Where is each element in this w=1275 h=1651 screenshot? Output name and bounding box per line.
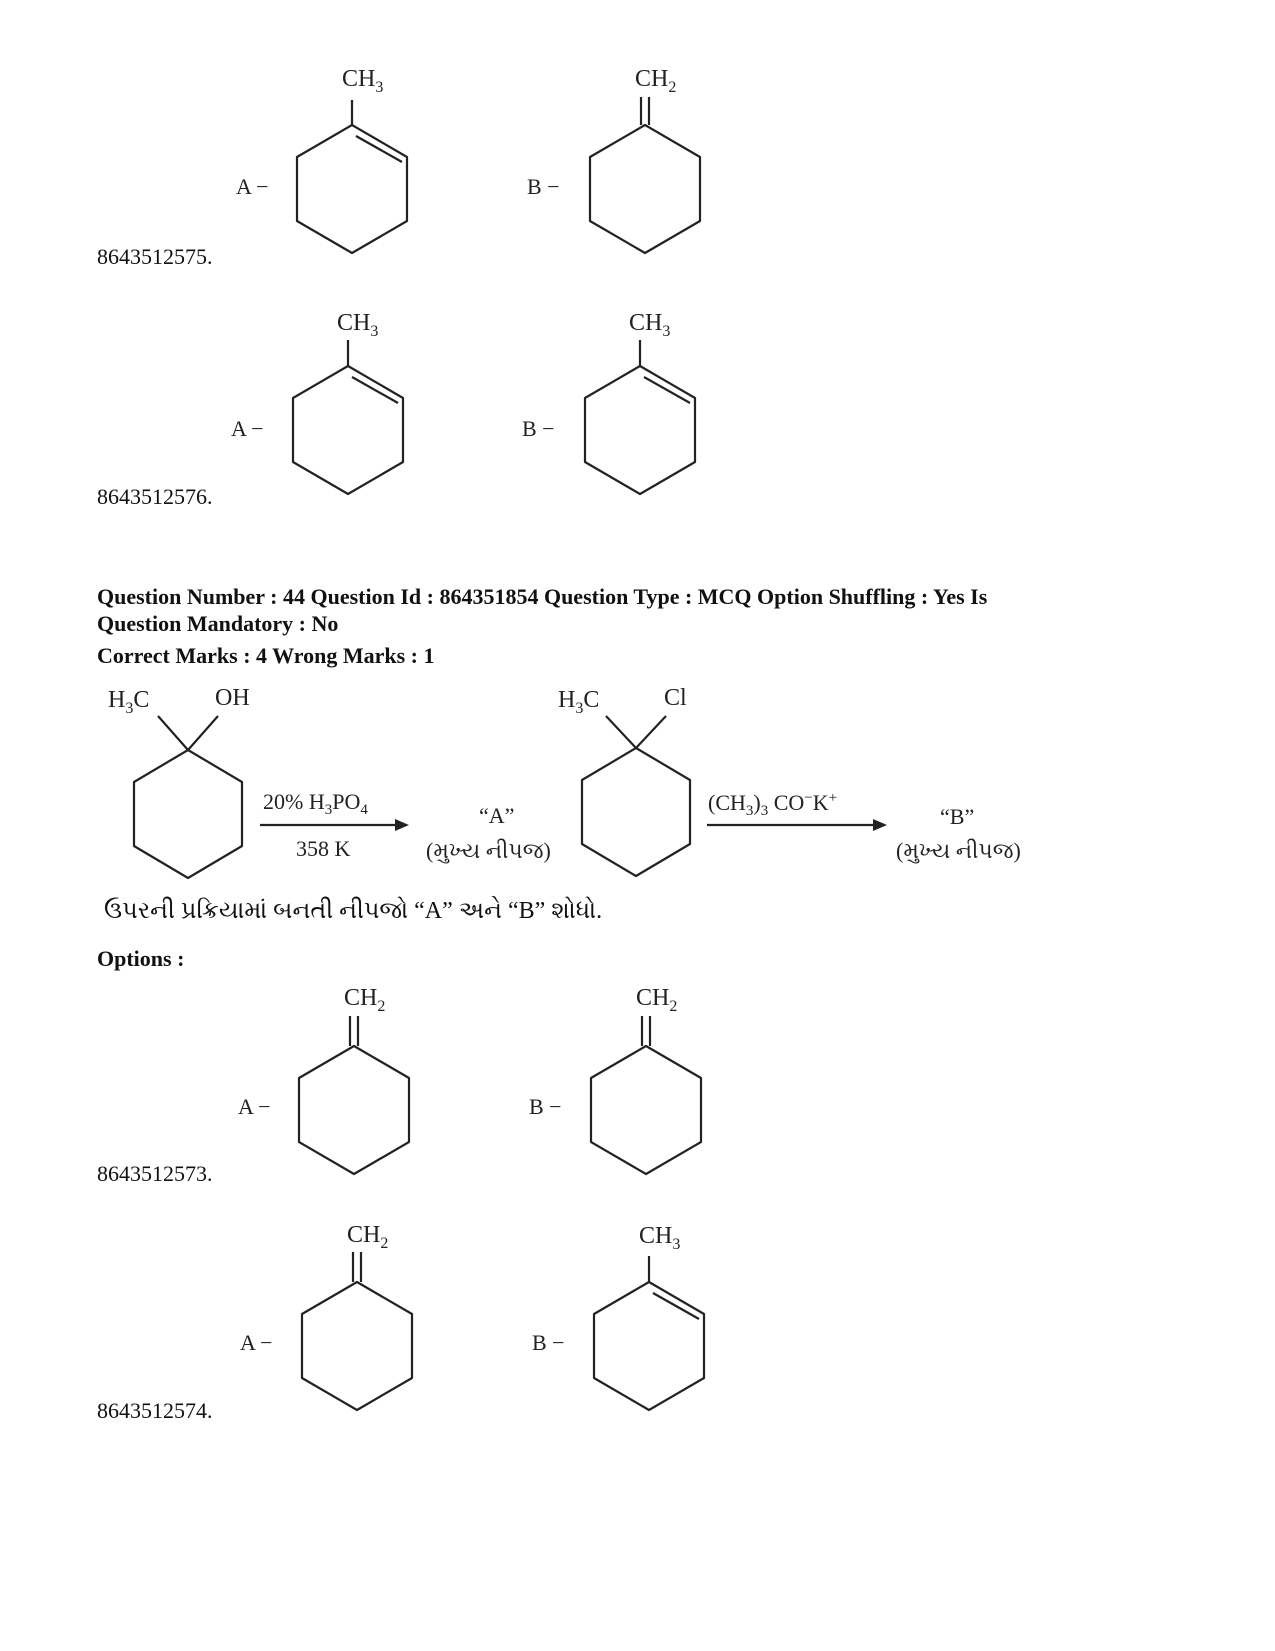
product-a-note: (મુખ્ય નીપજ) — [426, 838, 551, 863]
question-meta-line1: Question Number : 44 Question Id : 864351854 Question Type : MCQ Option Shuffling : Yes Is — [97, 584, 988, 609]
hydroxyl-label: OH — [215, 685, 250, 711]
option-id: 8643512576. — [97, 484, 213, 509]
methyl-label: $H_3C$ — [108, 687, 150, 717]
ch3-label: $CH_3$ — [629, 310, 671, 340]
option-label-b: B − — [527, 174, 560, 199]
question-meta-line2: Question Mandatory : No — [97, 611, 339, 636]
product-a-label: “A” — [479, 803, 515, 828]
ch2-label: $CH_2$ — [636, 985, 678, 1015]
reagent-1-bottom: 358 K — [296, 836, 351, 861]
options-label: Options : — [97, 946, 185, 971]
product-b-note: (મુખ્ય નીપજ) — [896, 838, 1021, 863]
ch2-label: $CH_2$ — [344, 985, 386, 1015]
option-label-b: B − — [529, 1094, 562, 1119]
option-id: 8643512575. — [97, 244, 213, 269]
option-label-b: B − — [522, 416, 555, 441]
question-marks: Correct Marks : 4 Wrong Marks : 1 — [97, 643, 435, 668]
ch2-label: $CH_2$ — [347, 1222, 389, 1252]
option-label-b: B − — [532, 1330, 565, 1355]
ch2-label: $CH_2$ — [635, 66, 677, 96]
option-label-a: A − — [238, 1094, 271, 1119]
ch3-label: $CH_3$ — [337, 310, 379, 340]
reagent-2: $(CH_3)_3$ CO−K+ — [708, 790, 838, 819]
chloro-label: Cl — [664, 685, 687, 711]
option-id: 8643512574. — [97, 1398, 213, 1423]
reagent-1-top: 20% $H_3PO_4$ — [263, 789, 368, 818]
option-label-a: A − — [231, 416, 264, 441]
ch3-label: $CH_3$ — [639, 1223, 681, 1253]
methyl-label: $H_3C$ — [558, 687, 600, 717]
option-label-a: A − — [236, 174, 269, 199]
product-b-label: “B” — [940, 804, 975, 829]
option-id: 8643512573. — [97, 1161, 213, 1186]
question-prompt: ઉપરની પ્રક્રિયામાં બનતી નીપજો “A” અને “B” શોધો. — [104, 898, 603, 924]
ch3-label: $CH_3$ — [342, 66, 384, 96]
option-label-a: A − — [240, 1330, 273, 1355]
